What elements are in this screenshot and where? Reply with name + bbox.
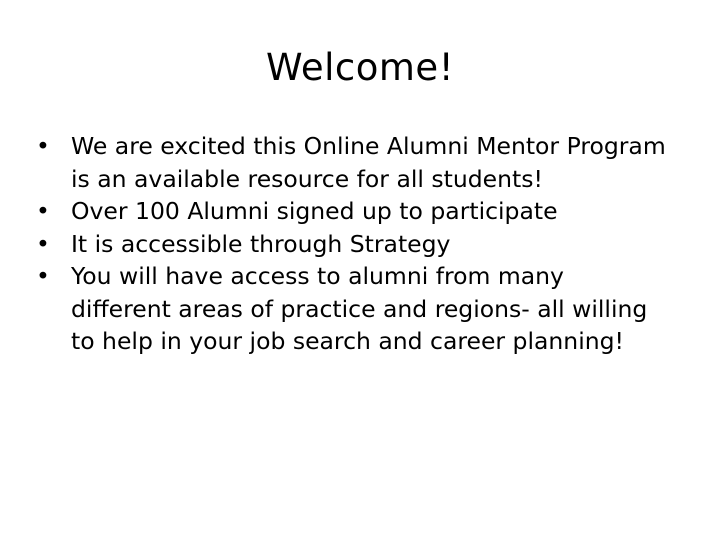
bullet-item: [36, 228, 666, 261]
bullet-icon: •: [36, 229, 50, 258]
bullet-icon: •: [36, 262, 50, 290]
bullet-text: You will have access to alumni from many different areas of practice and regions- all willing to help in your job search and career planning!: [71, 262, 648, 355]
bullet-item: [36, 195, 666, 228]
bullet-icon: •: [36, 132, 50, 160]
bullet-item: [36, 260, 666, 358]
bullet-icon: •: [36, 197, 50, 225]
bullet-text: It is accessible through Strategy: [71, 229, 451, 258]
bullet-text: Over 100 Alumni signed up to participate: [71, 197, 558, 225]
bullet-item: [36, 130, 666, 195]
bullet-text: We are excited this Online Alumni Mentor Program is an available resource for all students!: [71, 132, 666, 193]
slide-title: Welcome!: [265, 46, 455, 89]
bullet-list: [36, 130, 666, 358]
